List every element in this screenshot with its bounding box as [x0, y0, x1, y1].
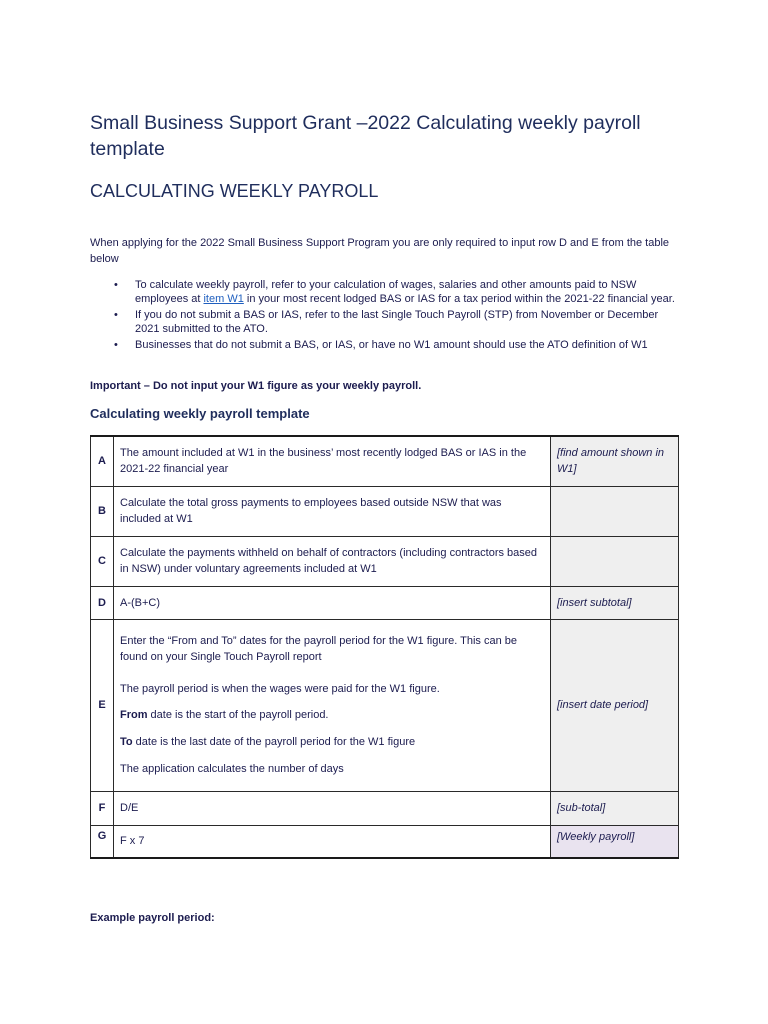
bullet-text-1-pre: To calculate weekly payroll, refer to your calculation of wages, salaries and other amounts paid to NSW employees at [135, 279, 637, 305]
bullet-text-2: If you do not submit a BAS or IAS, refer to the last Single Touch Payroll (STP) from November or December 2021 submitted to the ATO. [135, 309, 659, 335]
table-row [91, 436, 679, 486]
table-row [91, 619, 679, 791]
row-value-cell[interactable] [551, 536, 679, 586]
list-item [90, 278, 680, 306]
list-item [90, 338, 680, 352]
e-paragraph-5: The application calculates the number of days [120, 762, 344, 775]
item-w1-link[interactable]: item W1 [203, 293, 244, 305]
row-label: F [91, 791, 114, 825]
row-description [114, 619, 551, 791]
document-title: Small Business Support Grant –2022 Calculating weekly payroll template [90, 112, 641, 160]
bullet-icon: • [114, 279, 118, 291]
row-description: D/E [114, 791, 551, 825]
row-description: A-(B+C) [114, 586, 551, 619]
row-value-cell[interactable]: [Weekly payroll] [551, 825, 679, 858]
bullet-text-1-post: in your most recent lodged BAS or IAS for a tax period within the 2021-22 financial year. [243, 293, 675, 305]
important-note: Important – Do not input your W1 figure as your weekly payroll. [90, 380, 422, 392]
table-row [91, 536, 679, 586]
row-label: D [91, 586, 114, 619]
row-label: B [91, 486, 114, 536]
instruction-list [90, 278, 680, 354]
row-label: C [91, 536, 114, 586]
section-heading: CALCULATING WEEKLY PAYROLL [90, 181, 379, 201]
template-subheading: Calculating weekly payroll template [90, 406, 310, 421]
table-row [91, 486, 679, 536]
e-paragraph-1: Enter the “From and To” dates for the payroll period for the W1 figure. This can be found on your Single Touch Payroll report [120, 634, 518, 663]
row-value-cell[interactable]: [find amount shown in W1] [551, 436, 679, 486]
row-description: F x 7 [114, 825, 551, 858]
row-value-cell[interactable]: [sub-total] [551, 791, 679, 825]
table-row [91, 586, 679, 619]
bullet-icon: • [114, 309, 118, 321]
e-paragraph-3 [120, 707, 544, 723]
bullet-text-3: Businesses that do not submit a BAS, or IAS, or have no W1 amount should use the ATO definition of W1 [135, 339, 648, 351]
row-description: Calculate the payments withheld on behalf of contractors (including contractors based in NSW) under voluntary agreements included at W1 [114, 536, 551, 586]
payroll-template-table [90, 435, 679, 859]
list-item [90, 308, 680, 336]
to-text: date is the last date of the payroll period for the W1 figure [132, 735, 416, 748]
e-paragraph-4 [120, 734, 544, 750]
table-row [91, 791, 679, 825]
from-text: date is the start of the payroll period. [147, 708, 329, 721]
row-value-cell[interactable]: [insert date period] [551, 619, 679, 791]
intro-paragraph: When applying for the 2022 Small Business Support Program you are only required to input row D and E from the table below [90, 237, 670, 265]
row-value-cell[interactable] [551, 486, 679, 536]
bullet-icon: • [114, 339, 118, 351]
row-value-cell[interactable]: [insert subtotal] [551, 586, 679, 619]
row-description: The amount included at W1 in the business’ most recently lodged BAS or IAS in the 2021-22 financial year [114, 436, 551, 486]
from-bold: From [120, 708, 148, 721]
example-heading: Example payroll period: [90, 912, 215, 924]
row-label: G [91, 825, 114, 858]
table-row [91, 825, 679, 858]
e-paragraph-2: The payroll period is when the wages were paid for the W1 figure. [120, 682, 440, 695]
row-label: A [91, 436, 114, 486]
row-label: E [91, 619, 114, 791]
to-bold: To [120, 735, 133, 748]
row-description: Calculate the total gross payments to employees based outside NSW that was included at W1 [114, 486, 551, 536]
